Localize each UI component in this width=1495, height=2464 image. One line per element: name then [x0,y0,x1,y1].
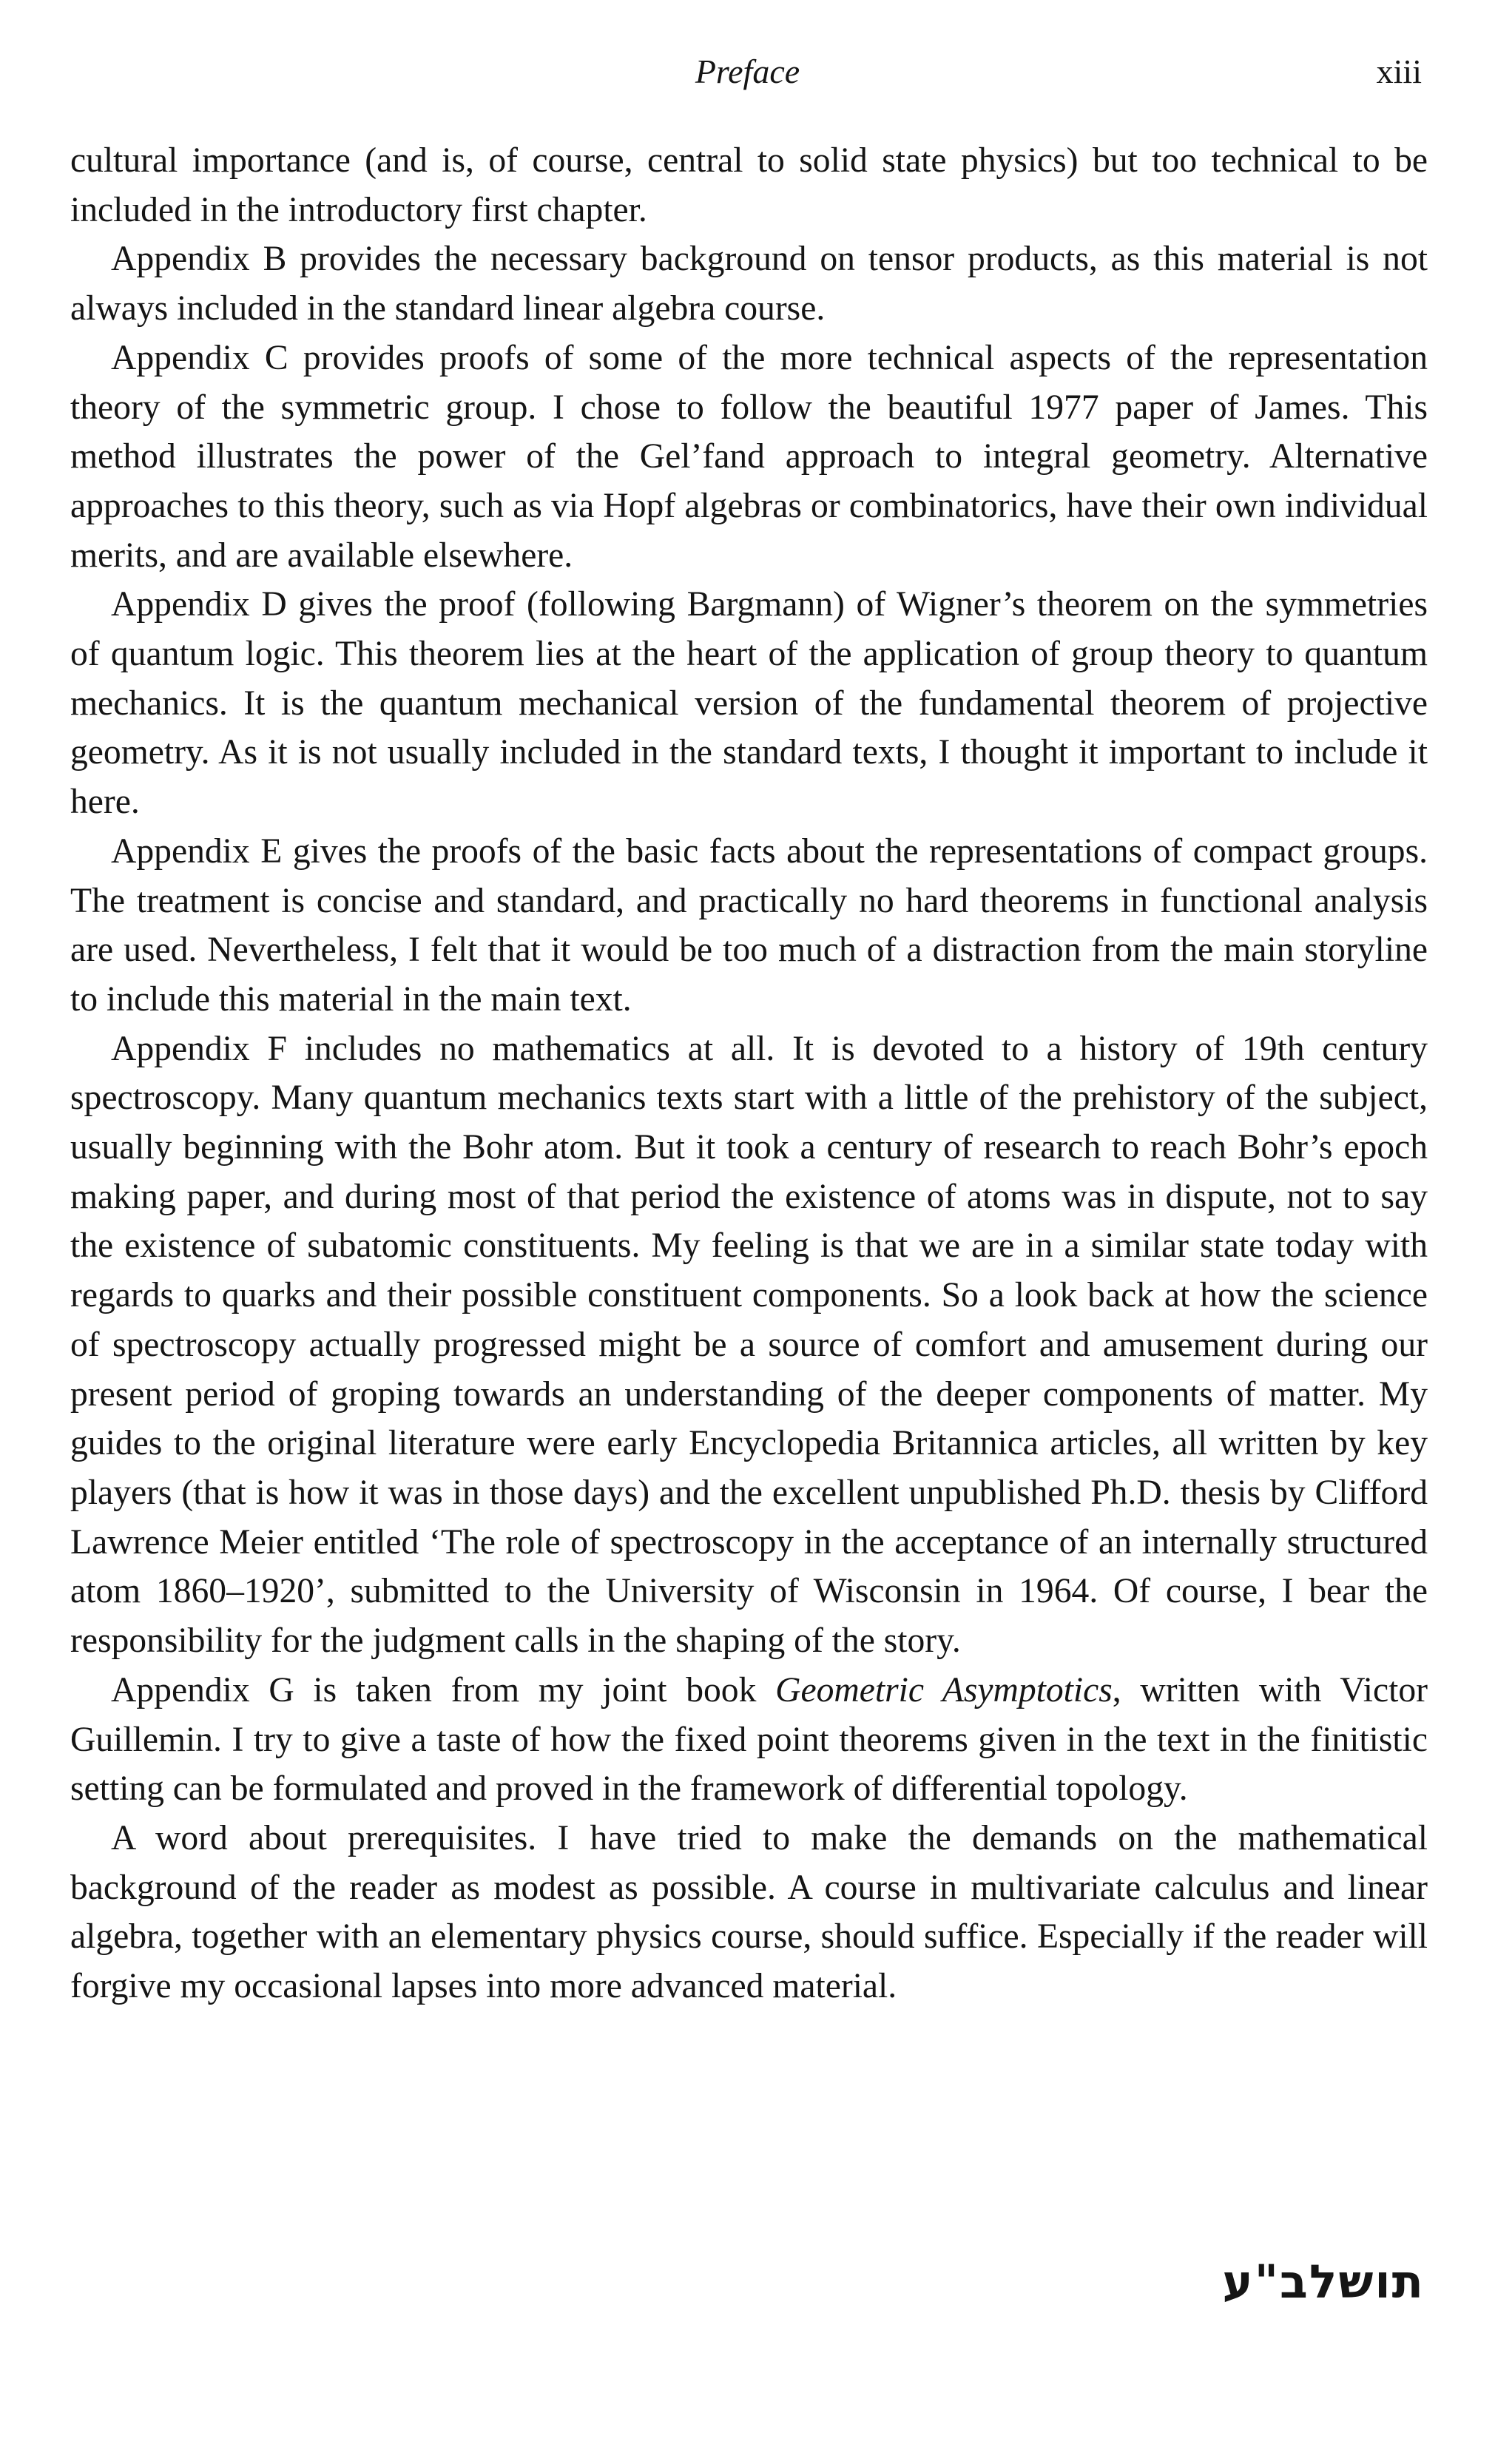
page-number: xiii [1376,53,1422,90]
paragraph-appendix-f: Appendix F includes no mathematics at all. It is devoted to a history of 19th century spectroscopy. Many quantum mechanics texts start with a little of the prehistory of the subject, usually beginning with the Bohr atom. But it took a century of research to reach Bohr’s epoch making paper, and during most of that period the existence of atoms was in dispute, not to say the existence of subatomic constituents. My feeling is that we are in a similar state today with regards to quarks and their possible constituent components. So a look back at how the science of spectroscopy actually progressed might be a source of comfort and amusement during our present period of groping towards an understanding of the deeper components of matter. My guides to the original literature were early Encyclopedia Britannica articles, all written by key players (that is how it was in those days) and the excellent unpublished Ph.D. thesis by Clifford Lawrence Meier entitled ‘The role of spectroscopy in the acceptance of an internally structured atom 1860–1920’, submitted to the University of Wisconsin in 1964. Of course, I bear the responsibility for the judgment calls in the shaping of the story. [70,1029,1428,1661]
appendix-g-text-after: , written with Victor Guillemin. I try to give a taste of how the fixed point theorems given in the text in the finitistic setting can be formulated and proved in the framework of differential topology. [70,1670,1428,1809]
paragraph-appendix-c: Appendix C provides proofs of some of the more technical aspects of the representation theory of the symmetric group. I chose to follow the beautiful 1977 paper of James. This method illustrates the power of the Gel’fand approach to integral geometry. Alternative approaches to this theory, such as via Hopf algebras or combinatorics, have their own individual merits, and are available elsewhere. [70,338,1428,575]
hebrew-signature: תושלב"ע [1222,2255,1425,2309]
paragraph-appendix-e: Appendix E gives the proofs of the basic facts about the representations of compact groups. The treatment is concise and standard, and practically no hard theorems in functional analysis are used. Nevertheless, I felt that it would be too much of a distraction from the main storyline to include this material in the main text. [70,831,1428,1019]
appendix-g-text-before: Appendix G is taken from my joint book [111,1670,776,1709]
paragraph-appendix-g [70,1666,1428,1814]
running-title: Preface [695,53,800,90]
book-title: Geometric Asymptotics [775,1670,1113,1709]
paragraph-continuation: cultural importance (and is, of course, central to solid state physics) but too technical to be included in the introductory first chapter. [70,141,1428,229]
paragraph-prerequisites: A word about prerequisites. I have tried to make the demands on the mathematical background of the reader as modest as possible. A course in multivariate calculus and linear algebra, together with an elementary physics course, should suffice. Especially if the reader will forgive my occasional lapses into more advanced material. [70,1818,1428,2006]
running-head [70,46,1425,98]
paragraph-appendix-b: Appendix B provides the necessary background on tensor products, as this material is not always included in the standard linear algebra course. [70,240,1428,328]
paragraph-appendix-d: Appendix D gives the proof (following Bargmann) of Wigner’s theorem on the symmetries of quantum logic. This theorem lies at the heart of the application of group theory to quantum mechanics. It is the quantum mechanical version of the fundamental theorem of projective geometry. As it is not usually included in the standard texts, I thought it important to include it here. [70,585,1428,822]
preface-body [70,136,1428,2011]
